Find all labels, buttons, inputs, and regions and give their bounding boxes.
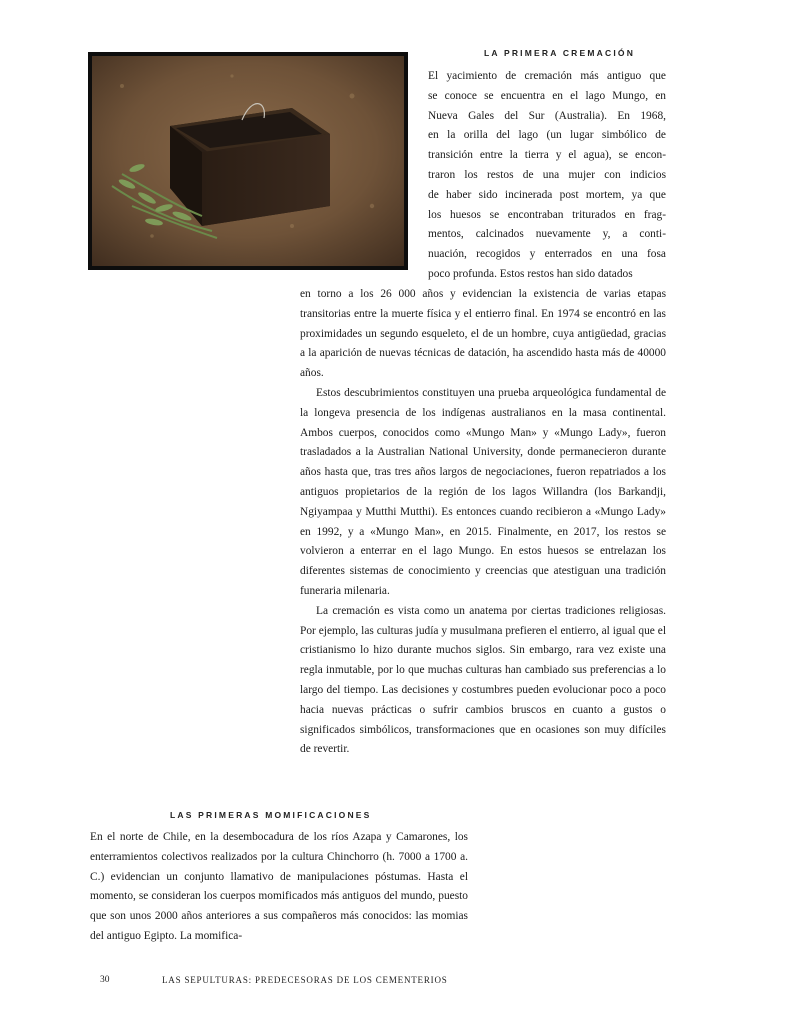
paragraph-cremacion-anatema: La cremación es vista como un anatema por ciertas tradiciones religiosas. Por ejemplo, las culturas judía y musulmana prefieren el entierro, al igual que el cristianismo lo hizo durante muchos siglos. Sin embargo, rara vez existe una regla inmutable, por lo que muchas culturas han cambiado sus preferencias a lo largo del tiempo. Las decisiones y costumbres pueden evolucionar poco a poco hacia nuevas prácticas o sufrir cambios bruscos en cuanto a gustos o significados simbólicos, transformaciones que en ocasiones son muy difíciles de revertir. [300,604,666,756]
paragraph-chinchorro: En el norte de Chile, en la desembocadura de los ríos Azapa y Camarones, los enterramientos colectivos realizados por la cultura Chinchorro (h. 7000 a 1700 a. C.) evidencian un conjunto llamativo de manipulaciones póstumas. Hasta el momento, se consideran los cuerpos momificados más antiguos del mundo, puesto que son unos 2000 años anteriores a sus compañeros más conocidos: las momias del antiguo Egipto. La momifica- [90,831,468,942]
section-heading-primera-cremacion: LA PRIMERA CREMACIÓN [484,48,636,58]
text-line: nuación, recogidos y enterrados en una fosa [428,248,666,261]
main-column-text [300,285,666,760]
bottom-column-text [90,828,468,947]
section-heading-primeras-momificaciones: LAS PRIMERAS MOMIFICACIONES [170,810,372,820]
text-line: poco profunda. Estos restos han sido datados [428,267,633,280]
paragraph-descubrimientos: Estos descubrimientos constituyen una prueba arqueológica fundamental de la longeva presencia de los indígenas australianos en la masa continental. Ambos cuerpos, conocidos como «Mungo Man» y «Mungo Lady», fueron trasladados a la Australian National University, donde permanecieron durante años hasta que, tras tres años largos de negociaciones, fueron repatriados a los antiguos propietarios de la región de los lagos Willandra (los Barkandji, Ngiyampaa y Mutthi Mutthi). Es entonces cuando recibieron a «Mungo Lady» en 1992, y a «Mungo Man», en 2015. Finalmente, en 2017, los restos se volvieron a enterrar en el lago Mungo. En estos huesos se entrelazan los diferentes sistemas de conocimiento y creencias que atestiguan una tradición funeraria milenaria. [300,386,666,597]
page-number: 30 [100,975,110,985]
text-line: los huesos se encontraban triturados en frag- [428,208,666,221]
running-title: LAS SEPULTURAS: PREDECESORAS DE LOS CEMENTERIOS [162,975,448,985]
text-line: en la orilla del lago (un lugar simbólico de [428,129,666,142]
text-line: mentos, calcinados nuevamente y, a conti- [428,228,666,241]
photo-wooden-box-image [92,56,404,266]
text-line: El yacimiento de cremación más antiguo que [428,70,666,82]
text-line: Nueva Gales del Sur (Australia). En 1968, [428,109,666,122]
paragraph-continuation: en torno a los 26 000 años y evidencian la existencia de varias etapas transitorias entre la muerte física y el entierro final. En 1974 se encontró en las proximidades un segundo esqueleto, el de un hombre, cuya antigüedad, gracias a la aparición de nuevas técnicas de datación, ha ascendido hasta más de 40000 años. [300,288,666,380]
photo-wooden-box [88,52,408,270]
text-line: transición entre la tierra y el agua), se encon- [428,149,666,162]
text-line: traron los restos de una mujer con indicios [428,168,666,181]
narrow-column-text [428,67,666,285]
text-line: se conoce se encuentra en el lago Mungo, en [428,89,666,102]
text-line: de haber sido incinerada post mortem, ya que [428,188,666,201]
